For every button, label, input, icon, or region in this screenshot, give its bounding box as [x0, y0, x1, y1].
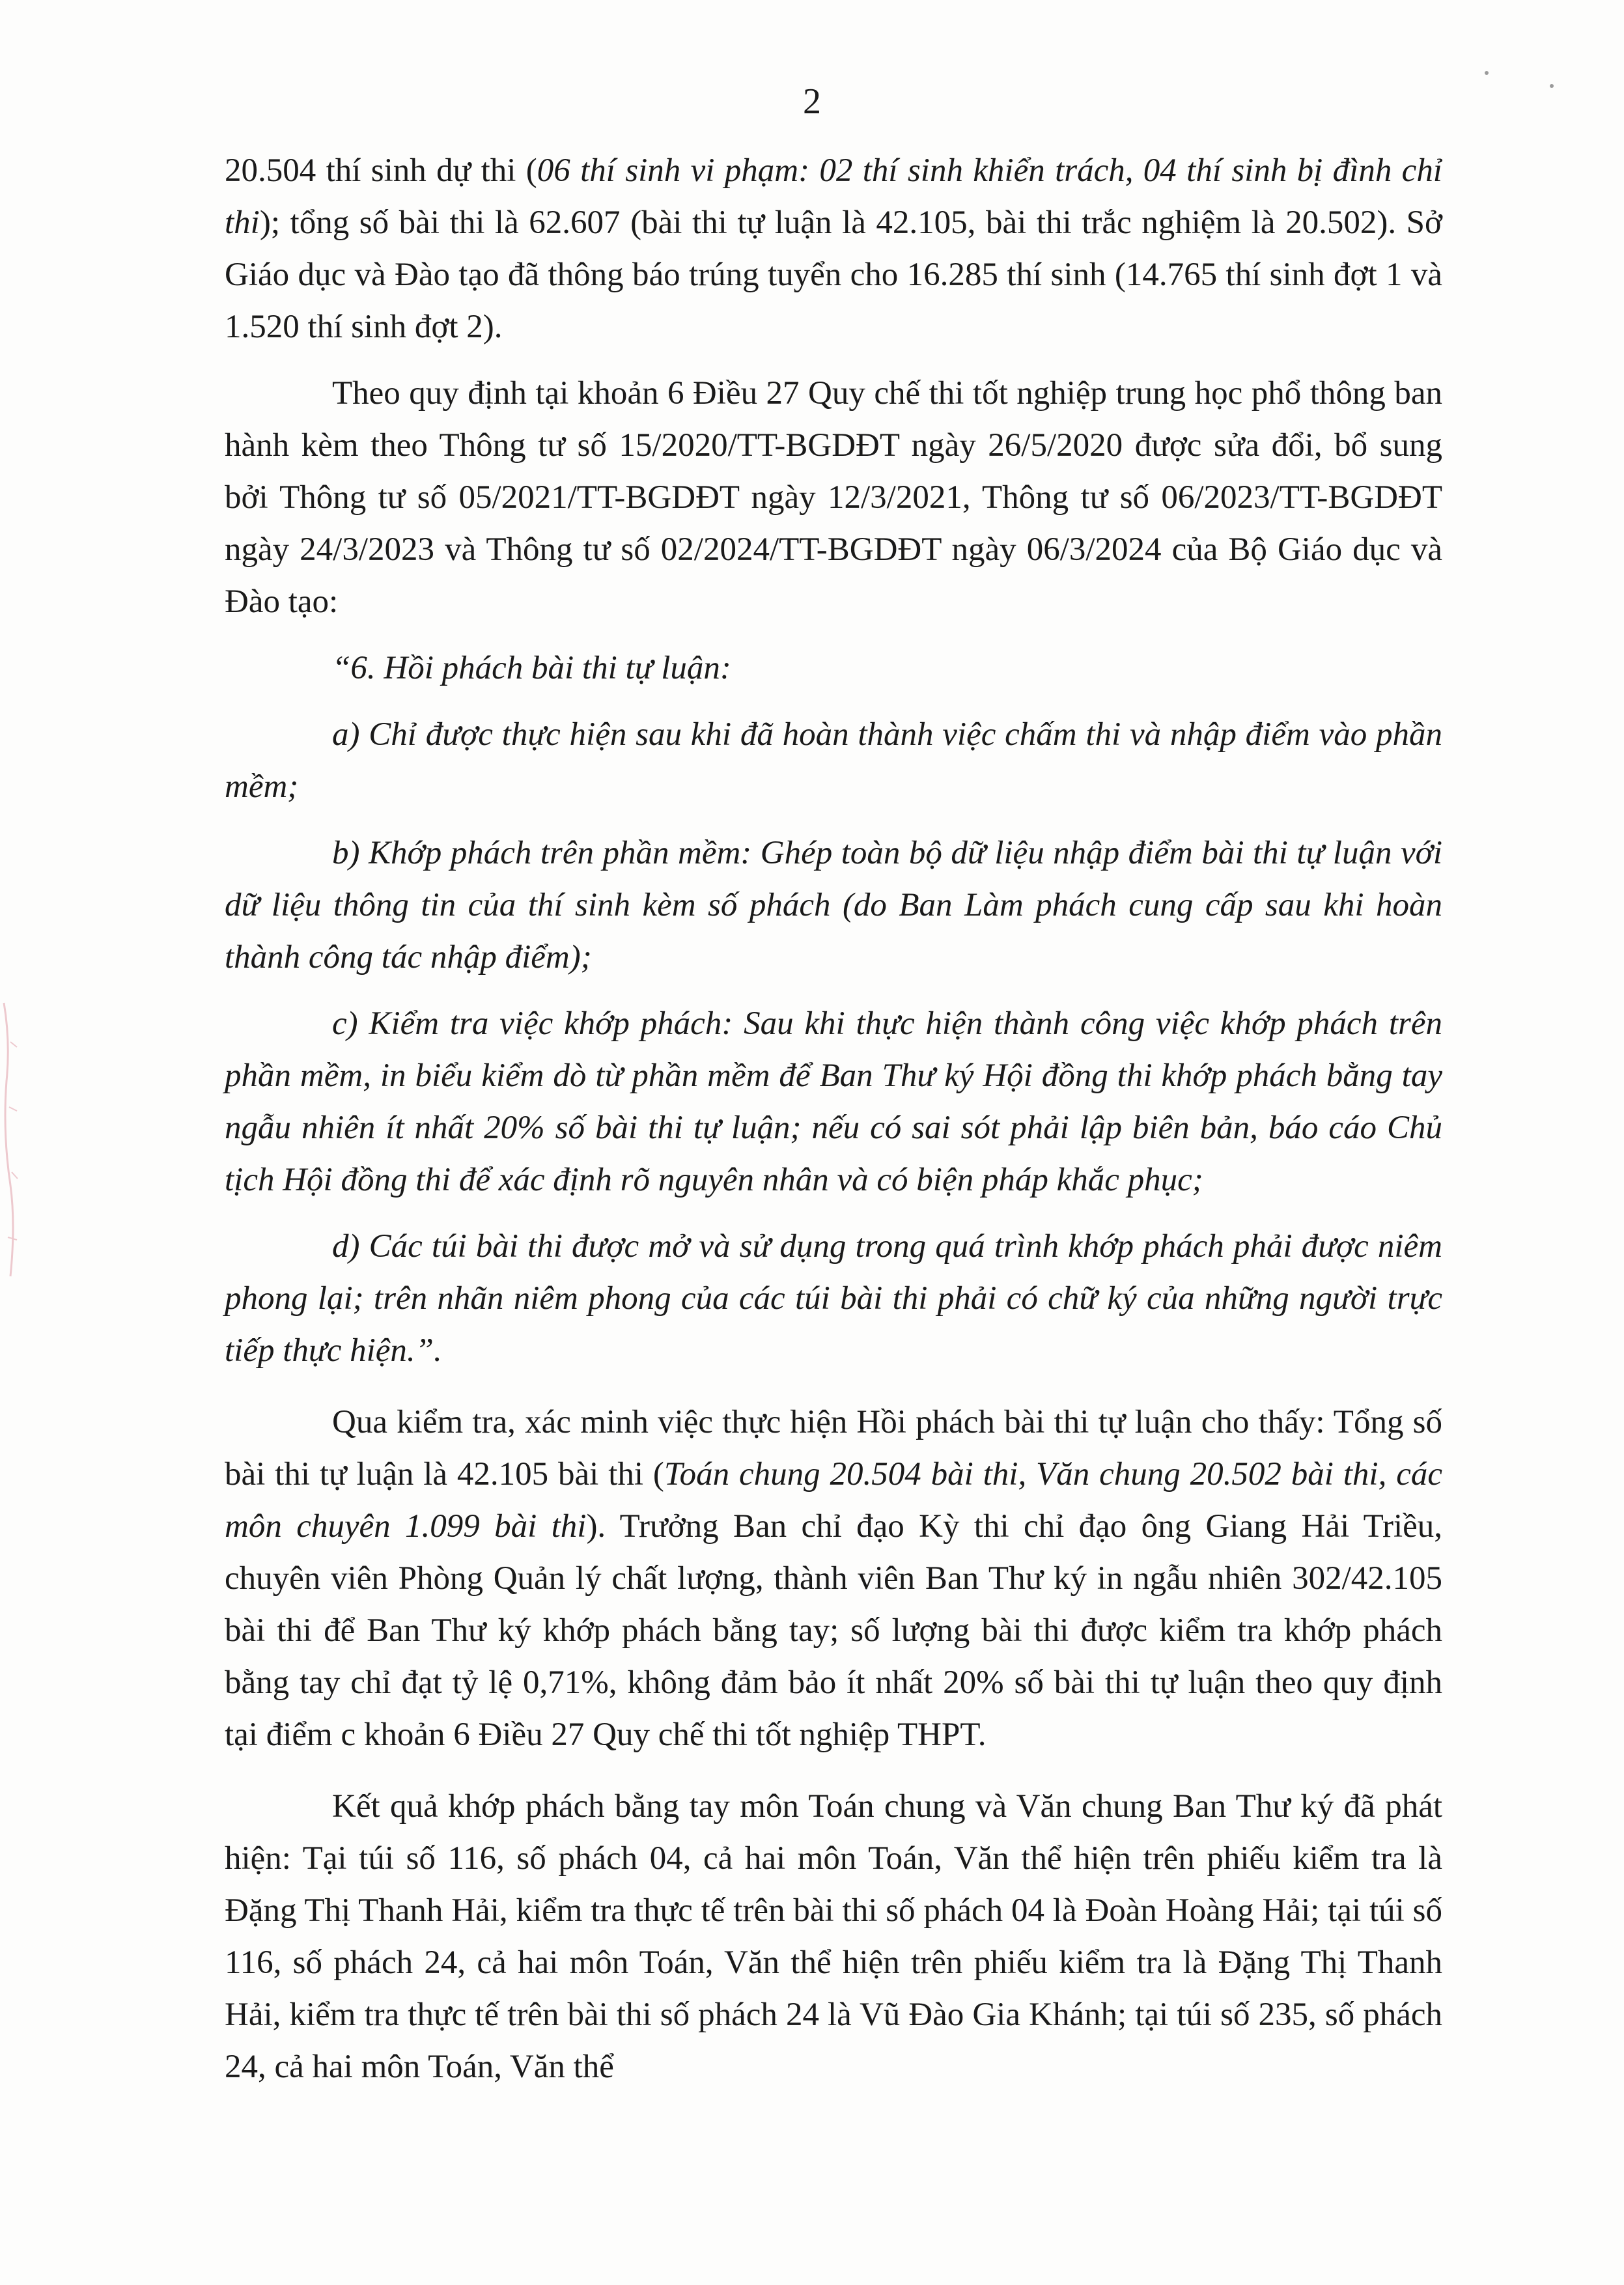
stamp-edge-mark [4, 1003, 13, 1276]
paragraph-3 [225, 1396, 1442, 1761]
quote-heading: “6. Hồi phách bài thi tự luận: [332, 650, 731, 686]
scan-speck [1485, 71, 1489, 75]
document-body [225, 145, 1442, 2107]
paragraph-3-part-c: ). Trưởng Ban chỉ đạo Kỳ thi chỉ đạo ông Giang Hải Triều, chuyên viên Phòng Quản lý chất lượng, thành viên Ban Thư ký in ngẫu nhiên 302/42.105 bài thi để Ban Thư ký khớp phách bằng tay; số lượng bài thi được kiểm tra khớp phách bằng tay chỉ đạt tỷ lệ 0,71%, không đảm bảo ít nhất 20% số bài thi tự luận theo quy định tại điểm c khoản 6 Điều 27 Quy chế thi tốt nghiệp THPT. [225, 1508, 1442, 1753]
quote-item-a: a) Chỉ được thực hiện sau khi đã hoàn thành việc chấm thi và nhập điểm vào phần mềm; [225, 716, 1442, 805]
quote-item-d: d) Các túi bài thi được mở và sử dụng trong quá trình khớp phách phải được niêm phong lại; trên nhãn niêm phong của các túi bài thi phải có chữ ký của những người trực tiếp thực hiện.”. [225, 1228, 1442, 1369]
paragraph-2: Theo quy định tại khoản 6 Điều 27 Quy chế thi tốt nghiệp trung học phổ thông ban hành kèm theo Thông tư số 15/2020/TT-BGDĐT ngày 26/5/2020 được sửa đổi, bổ sung bởi Thông tư số 05/2021/TT-BGDĐT ngày 12/3/2021, Thông tư số 06/2023/TT-BGDĐT ngày 24/3/2023 và Thông tư số 02/2024/TT-BGDĐT ngày 06/3/2024 của Bộ Giáo dục và Đào tạo: [225, 375, 1442, 620]
stamp-edge-marks [4, 1003, 18, 1276]
paragraph-1-part-a: 20.504 thí sinh dự thi ( [225, 152, 537, 189]
paragraph-3-part-a: Qua kiểm tra, xác minh việc thực hiện Hồi phách bài thi tự luận cho thấy: Tổng số bài thi tự luận là 42.105 bài thi ( [225, 1404, 1442, 1493]
page-number: 2 [803, 81, 821, 122]
paragraph-4: Kết quả khớp phách bằng tay môn Toán chung và Văn chung Ban Thư ký đã phát hiện: Tại túi số 116, số phách 04, cả hai môn Toán, Văn thể hiện trên phiếu kiểm tra là Đặng Thị Thanh Hải, kiểm tra thực tế trên bài thi số phách 04 là Đoàn Hoàng Hải; tại túi số 116, số phách 24, cả hai môn Toán, Văn thể hiện trên phiếu kiểm tra là Đặng Thị Thanh Hải, kiểm tra thực tế trên bài thi số phách 24 là Vũ Đào Gia Khánh; tại túi số 235, số phách 24, cả hai môn Toán, Văn thể [225, 1788, 1442, 2085]
stamp-edge-mark [8, 1042, 18, 1240]
paragraph-1 [225, 145, 1442, 353]
paragraph-1-part-c: ); tổng số bài thi là 62.607 (bài thi tự luận là 42.105, bài thi trắc nghiệm là 20.502). Sở Giáo dục và Đào tạo đã thông báo trúng tuyển cho 16.285 thí sinh (14.765 thí sinh đợt 1 và 1.520 thí sinh đợt 2). [225, 204, 1442, 345]
quote-item-b: b) Khớp phách trên phần mềm: Ghép toàn bộ dữ liệu nhập điểm bài thi tự luận với dữ liệu thông tin của thí sinh kèm số phách (do Ban Làm phách cung cấp sau khi hoàn thành công tác nhập điểm); [225, 835, 1442, 975]
quote-item-c: c) Kiểm tra việc khớp phách: Sau khi thực hiện thành công việc khớp phách trên phần mềm, in biểu kiểm dò từ phần mềm để Ban Thư ký Hội đồng thi khớp phách bằng tay ngẫu nhiên ít nhất 20% số bài thi tự luận; nếu có sai sót phải lập biên bản, báo cáo Chủ tịch Hội đồng thi để xác định rõ nguyên nhân và có biện pháp khắc phục; [225, 1005, 1442, 1198]
paragraph-3-italic: Toán chung 20.504 bài thi, Văn chung 20.502 bài thi, các môn chuyên 1.099 bài thi [225, 1456, 1442, 1545]
paragraph-1-italic: 06 thí sinh vi phạm: 02 thí sinh khiển trách, 04 thí sinh bị đình chỉ thi [225, 152, 1442, 241]
